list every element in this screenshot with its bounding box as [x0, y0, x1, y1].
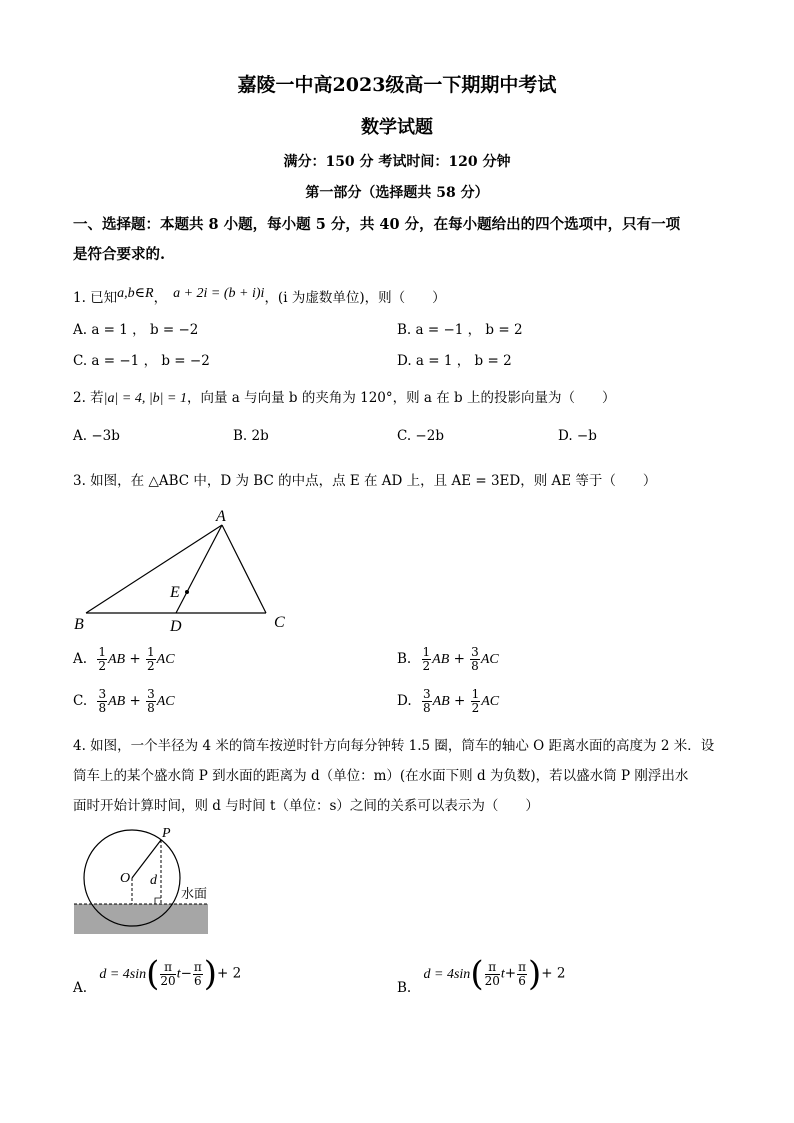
- q1-suffix: ，(i 为虚数单位)，则（ ）: [264, 290, 446, 306]
- waterwheel-figure: [70, 822, 230, 942]
- frac-num: π: [485, 961, 500, 975]
- vector-ac: AC: [481, 694, 500, 709]
- plus-sign: +: [453, 693, 466, 709]
- option-letter: A.: [73, 651, 88, 667]
- operator: +: [504, 965, 517, 982]
- formula-tail: + 2: [217, 965, 242, 982]
- plus-sign: +: [129, 651, 141, 667]
- median-ad: [176, 525, 222, 613]
- triangle-figure: [70, 505, 300, 635]
- frac-num: π: [518, 959, 526, 974]
- water-region: [74, 904, 208, 934]
- q4-option-b: [397, 954, 565, 994]
- side-ac: [222, 525, 266, 613]
- q1-option-d: D. a = 1 ， b = 2: [397, 353, 512, 369]
- variable-t: t: [176, 966, 181, 982]
- frac-den: 8: [98, 701, 107, 715]
- right-paren: ): [203, 954, 218, 994]
- operator: −: [180, 965, 192, 982]
- section-instruction-line2: 是符合要求的.: [73, 246, 166, 263]
- q1-option-c: C. a = −1 ， b = −2: [73, 353, 210, 369]
- frac-den: 6: [194, 973, 202, 988]
- vector-ab: AB: [432, 694, 450, 709]
- frac-num: π: [160, 961, 175, 975]
- vector-ab: AB: [107, 652, 126, 667]
- q3-option-d: [397, 688, 499, 715]
- frac-den: 8: [422, 701, 431, 715]
- q3-option-b: [397, 646, 499, 673]
- vector-ac: AC: [480, 652, 499, 667]
- exam-info: 满分：150 分 考试时间：120 分钟: [283, 154, 511, 170]
- variable-t: t: [500, 966, 505, 982]
- frac-num: 1: [471, 687, 480, 701]
- vector-ac: AC: [156, 694, 175, 709]
- option-letter: C.: [73, 693, 88, 709]
- option-letter: A.: [73, 979, 88, 996]
- q2-option-d: D. −b: [558, 428, 597, 444]
- question-4-line2: 筒车上的某个盛水筒 P 到水面的距离为 d（单位：m）(在水面下则 d 为负数)，若以盛水筒 P 刚浮出水: [73, 768, 689, 784]
- option-letter: B.: [397, 651, 412, 667]
- question-1-stem: [73, 286, 446, 307]
- part-heading: 第一部分（选择题共 58 分）: [305, 185, 489, 201]
- q2-option-b: B. 2b: [233, 428, 269, 444]
- frac-den: 2: [422, 659, 431, 673]
- label-d: D: [170, 618, 182, 635]
- option-letter: D.: [397, 693, 412, 709]
- question-4-line1: 4. 如图，一个半径为 4 米的筒车按逆时针方向每分钟转 1.5 圈，筒车的轴心 O 距离水面的高度为 2 米．设: [73, 738, 715, 754]
- frac-den: 2: [98, 659, 106, 673]
- frac-den: 8: [147, 701, 155, 715]
- vector-ab: AB: [108, 694, 126, 709]
- right-paren: ): [527, 954, 542, 994]
- frac-num: 3: [422, 687, 431, 701]
- exam-title: 嘉陵一中高2023级高一下期期中考试: [237, 74, 557, 96]
- option-letter: B.: [397, 979, 412, 996]
- frac-den: 8: [471, 659, 479, 673]
- section-instruction-line1: 一、选择题：本题共 8 小题，每小题 5 分，共 40 分，在每小题给出的四个选项中，只有一项: [73, 216, 681, 233]
- frac-num: 3: [98, 687, 107, 701]
- q4-option-a: [73, 954, 241, 994]
- q1-sep: ，: [153, 290, 168, 306]
- q2-option-c: C. −2b: [397, 428, 444, 444]
- frac-num: 3: [471, 645, 479, 659]
- side-ab: [86, 525, 222, 613]
- exam-subtitle: 数学试题: [361, 117, 433, 138]
- point-e-dot: [185, 590, 189, 594]
- frac-num: 1: [98, 645, 106, 659]
- q1-condition-2: a + 2i = (b + i)i: [173, 286, 265, 301]
- formula-tail: + 2: [541, 965, 566, 982]
- label-a: A: [216, 508, 226, 525]
- formula-lhs: d = 4sin: [423, 966, 471, 982]
- label-b: B: [74, 616, 84, 633]
- q2-option-a: A. −3b: [73, 428, 120, 444]
- formula-lhs: d = 4sin: [99, 966, 147, 982]
- label-d: d: [150, 873, 157, 888]
- frac-num: 3: [147, 687, 155, 701]
- q1-option-b: B. a = −1 ， b = 2: [397, 322, 523, 338]
- frac-den: 2: [147, 659, 155, 673]
- frac-num: π: [193, 959, 202, 974]
- frac-num: 1: [422, 645, 431, 659]
- q1-prefix: 1. 已知: [73, 290, 118, 306]
- q2-rest: ，向量 a 与向量 b 的夹角为 120°，则 a 在 b 上的投影向量为（ ）: [186, 390, 616, 406]
- question-3-stem: 3. 如图，在 △ABC 中，D 为 BC 的中点，点 E 在 AD 上，且 AE = 3ED，则 AE 等于（ ）: [73, 473, 657, 489]
- question-4-line3: 面时开始计算时间，则 d 与时间 t（单位：s）之间的关系可以表示为（ ）: [73, 798, 539, 814]
- label-water: 水面: [181, 886, 208, 901]
- left-paren: (: [146, 954, 160, 994]
- label-e: E: [170, 584, 180, 601]
- question-2-stem: [73, 386, 616, 407]
- left-paren: (: [470, 954, 484, 994]
- vector-ab: AB: [432, 652, 450, 667]
- q2-prefix: 2. 若: [73, 390, 104, 406]
- q3-option-a: [73, 646, 175, 673]
- label-c: C: [274, 614, 285, 631]
- frac-den: 6: [518, 973, 526, 988]
- label-p: P: [162, 826, 171, 841]
- label-o: O: [120, 871, 131, 886]
- frac-num: 1: [147, 645, 155, 659]
- q1-condition-1: a,b∈R: [117, 286, 154, 301]
- q2-condition: |a| = 4, |b| = 1: [103, 391, 187, 406]
- plus-sign: +: [453, 651, 465, 667]
- frac-den: 20: [160, 973, 176, 988]
- right-angle-mark: [155, 898, 161, 904]
- frac-den: 2: [471, 701, 480, 715]
- q3-option-c: [73, 688, 175, 715]
- vector-ac: AC: [156, 652, 175, 667]
- q1-option-a: A. a = 1 ， b = −2: [73, 322, 199, 338]
- plus-sign: +: [129, 693, 141, 709]
- frac-den: 20: [484, 973, 500, 988]
